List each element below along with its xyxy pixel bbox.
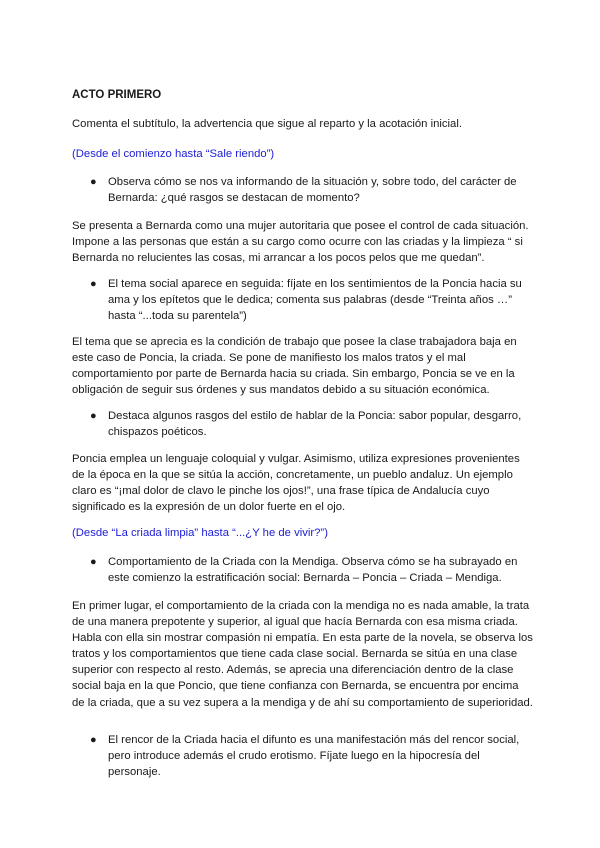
answer-paragraph-1: Se presenta a Bernarda como una mujer autoritaria que posee el control de cada situación. Impone a las personas que están a su cargo como ocurre con las criadas y la limpieza “ si Bernarda no relucientes las cosas, mi arrancar a los pocos pelos que me quedan”. bbox=[72, 220, 529, 265]
bullet-dot: ● bbox=[90, 410, 97, 422]
bullet-question-3 bbox=[90, 408, 528, 440]
bullet-text: El rencor de la Criada hacia el difunto es una manifestación más del rencor social, pero introduce además el crudo erotismo. Fíjate luego en la hipocresía del personaje. bbox=[108, 734, 520, 779]
answer-paragraph-2: El tema que se aprecia es la condición de trabajo que posee la clase trabajadora baja en este caso de Poncia, la criada. Se pone de manifiesto los malos tratos y el mal comportamiento por parte de Bernarda hacia su criada. Sin embargo, Poncia se ve en la obligación de seguir sus órdenes y sus mandatos debido a su situación económica. bbox=[72, 336, 517, 397]
answer-paragraph-4: En primer lugar, el comportamiento de la criada con la mendiga no es nada amable, la trata de una manera prepotente y superior, al igual que hacía Bernarda con esa misma criada. Habla con ella sin mostrar compasión ni empatía. En esta parte de la novela, se observa los tratos y los comportamientos que tiene cada clase social. Bernarda se sitúa en una clase superior con respecto al resto. Además, se aprecia una diferenciación dentro de la clase social baja en la que Poncio, que tiene confianza con Bernarda, se encuentra por encima de la criada, que a su vez supera a la mendiga y de ahí su comportamiento de superioridad. bbox=[72, 600, 533, 709]
bullet-text: Observa cómo se nos va informando de la situación y, sobre todo, del carácter de Bernarda: ¿qué rasgos se destacan de momento? bbox=[108, 176, 517, 205]
bullet-question-5 bbox=[90, 732, 528, 780]
bullet-text: Comportamiento de la Criada con la Mendiga. Observa cómo se ha subrayado en este comienzo la estratificación social: Bernarda – Poncia – Criada – Mendiga. bbox=[108, 556, 518, 585]
intro-instruction: Comenta el subtítulo, la advertencia que sigue al reparto y la acotación inicial. bbox=[72, 118, 462, 130]
section-heading-1: (Desde el comienzo hasta “Sale riendo”) bbox=[72, 148, 275, 160]
bullet-question-2 bbox=[90, 276, 528, 324]
bullet-text: Destaca algunos rasgos del estilo de hablar de la Poncia: sabor popular, desgarro, chispazos poéticos. bbox=[108, 410, 522, 439]
bullet-dot: ● bbox=[90, 176, 97, 188]
bullet-dot: ● bbox=[90, 734, 97, 746]
bullet-question-1 bbox=[90, 174, 528, 206]
section-heading-2: (Desde “La criada limpia” hasta “...¿Y he de vivir?”) bbox=[72, 527, 328, 539]
bullet-dot: ● bbox=[90, 278, 97, 290]
bullet-question-4 bbox=[90, 554, 528, 586]
bullet-dot: ● bbox=[90, 556, 97, 568]
answer-paragraph-3: Poncia emplea un lenguaje coloquial y vulgar. Asimismo, utiliza expresiones provenientes de la época en la que se sitúa la acción, concretamente, un pueblo andaluz. Un ejemplo claro es “¡mal dolor de clavo le pinche los ojos!”, una frase típica de Andalucía cuyo significado es la expresión de un dolor fuerte en el ojo. bbox=[72, 453, 520, 514]
bullet-text: El tema social aparece en seguida: fíjate en los sentimientos de la Poncia hacia su ama y los epítetos que le dedica; comenta sus palabras (desde “Treinta años …” hasta “...toda su parentela”) bbox=[108, 278, 522, 323]
act-title: ACTO PRIMERO bbox=[72, 89, 162, 101]
